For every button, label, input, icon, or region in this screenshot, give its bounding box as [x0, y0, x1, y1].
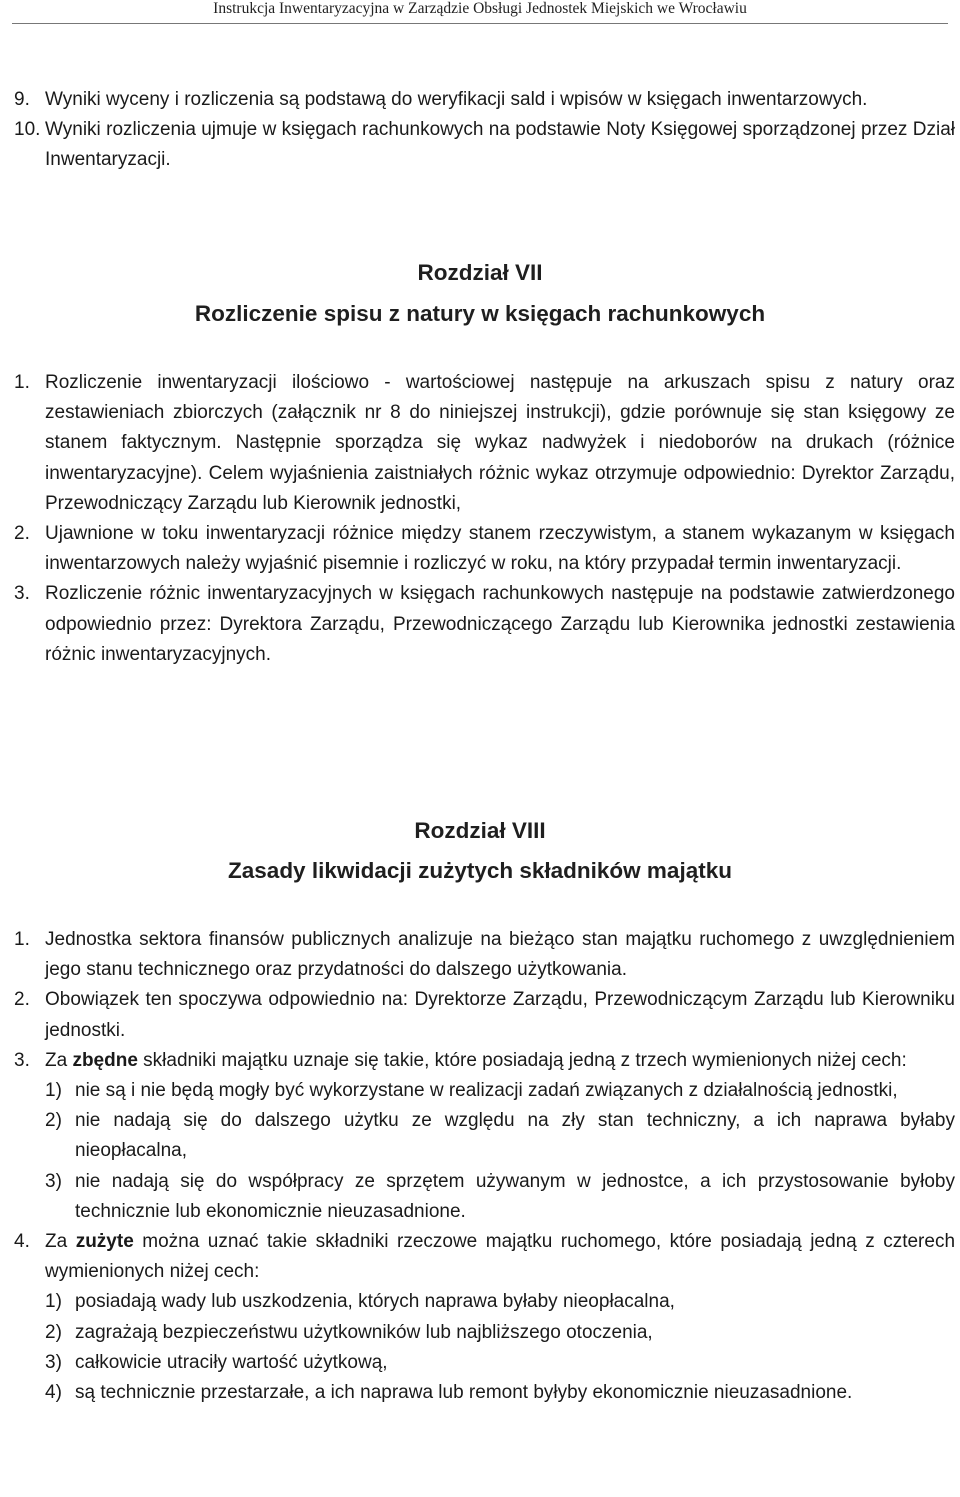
item-text: Wyniki wyceny i rozliczenia są podstawą do weryfikacji sald i wpisów w księgach inwentarzowych. [45, 89, 868, 110]
header-divider [12, 23, 948, 24]
sub-item-text: posiadają wady lub uszkodzenia, których naprawa byłaby nieopłacalna, [75, 1291, 675, 1313]
item-text: Ujawnione w toku inwentaryzacji różnice między stanem rzeczywistym, a stanem wykazanym w księgach inwentarzowych należy wyjaśnić pisemnie i rozliczyć w roku, na który przypadał termin inwentaryzacji. [45, 523, 955, 575]
running-header [0, 0, 960, 24]
chapter-label: Rozdział VII [417, 260, 543, 285]
list-item [14, 368, 955, 519]
sub-item-text: całkowicie utraciły wartość użytkową, [75, 1351, 388, 1373]
sub-list-item [45, 1287, 955, 1317]
item-text: Jednostka sektora finansów publicznych analizuje na bieżąco stan majątku ruchomego z uwzględnieniem jego stanu technicznego oraz przydatności do dalszego użytkowania. [45, 929, 955, 981]
item-text-suffix: składniki majątku uznaje się takie, które posiadają jedną z trzech wymienionych niżej cech: [137, 1049, 907, 1071]
sub-item-number: 2) [45, 1110, 62, 1132]
list-item [14, 579, 955, 670]
item-number: 1. [14, 929, 30, 950]
sub-list-item [45, 1378, 955, 1408]
list-item [14, 925, 955, 985]
sub-list-item [45, 1106, 955, 1166]
item-text-prefix: Za [45, 1049, 73, 1071]
item-text: Rozliczenie różnic inwentaryzacyjnych w księgach rachunkowych następuje na podstawie zatwierdzonego odpowiednio przez: Dyrektora Zarządu, Przewodniczącego Zarządu lub Kierownika jednostki zestawienia różnic inwentaryzacyjnych. [45, 583, 955, 665]
chapter8-items [14, 925, 955, 1408]
chapter-title: Rozliczenie spisu z natury w księgach rachunkowych [194, 301, 766, 326]
item-text: Wyniki rozliczenia ujmuje w księgach rachunkowych na podstawie Noty Księgowej sporządzonej przez Dział Inwentaryzacji. [45, 119, 955, 171]
sub-item-text: nie nadają się do dalszego użytku ze względu na zły stan techniczny, a ich naprawa byłaby nieopłacalna, [75, 1110, 955, 1162]
sub-item-number: 1) [45, 1080, 62, 1102]
item-number: 2. [14, 523, 30, 545]
item-number: 4. [14, 1231, 30, 1253]
chapter7-items [14, 368, 955, 670]
list-item [14, 519, 955, 579]
sub-item-number: 2) [45, 1321, 62, 1343]
item-number: 1. [14, 372, 30, 393]
list-item [14, 115, 955, 175]
header-title: Instrukcja Inwentaryzacyjna w Zarządzie Obsługi Jednostek Miejskich we Wrocławiu [213, 0, 747, 17]
sub-item-number: 1) [45, 1291, 62, 1313]
sub-item-text: są technicznie przestarzałe, a ich naprawa lub remont byłyby ekonomicznie nieuzasadnione. [75, 1382, 853, 1404]
top-items [14, 85, 955, 176]
sub-item-text: zagrażają bezpieczeństwu użytkowników lub najbliższego otoczenia, [75, 1321, 653, 1343]
sub-item-number: 4) [45, 1382, 62, 1404]
item-number: 3. [14, 1049, 30, 1071]
item-number: 9. [14, 89, 30, 110]
item-text: Obowiązek ten spoczywa odpowiednio na: Dyrektorze Zarządu, Przewodniczącym Zarządu lub Kierowniku jednostki. [45, 989, 955, 1041]
list-item [14, 85, 955, 115]
item-text: Rozliczenie inwentaryzacji ilościowo - wartościowej następuje na arkuszach spisu z natury oraz zestawieniach zbiorczych (załącznik nr 8 do niniejszej instrukcji), gdzie porównuje się stan księgowy ze stanem faktycznym. Następnie sporządza się wykaz nadwyżek i niedoborów na drukach (różnice inwentaryzacyjne). Celem wyjaśnienia zaistniałych różnic wykaz otrzymuje odpowiednio: Dyrektor Zarządu, Przewodniczący Zarządu lub Kierownik jednostki, [45, 372, 955, 514]
sub-list-item [45, 1167, 955, 1227]
sub-item-text: nie są i nie będą mogły być wykorzystane w realizacji zadań związanych z działalnością jednostki, [75, 1080, 898, 1102]
item-number: 10. [14, 119, 41, 141]
item-text-bold: zużyte [75, 1231, 134, 1253]
item-text-bold: zbędne [72, 1049, 138, 1071]
sub-item-number: 3) [45, 1170, 62, 1192]
item-number: 3. [14, 583, 30, 605]
list-item [14, 985, 955, 1045]
list-item [14, 1046, 955, 1076]
item-text-prefix: Za [45, 1231, 76, 1253]
chapter-label: Rozdział VIII [414, 818, 546, 843]
list-item [14, 1227, 955, 1287]
sub-list-item [45, 1348, 955, 1378]
sub-list-item [45, 1076, 955, 1106]
chapter-title: Zasady likwidacji zużytych składników majątku [228, 858, 732, 883]
sub-list-item [45, 1318, 955, 1348]
item-text-suffix: można uznać takie składniki rzeczowe majątku ruchomego, które posiadają jedną z czterech wymienionych niżej cech: [45, 1231, 956, 1283]
sub-item-text: nie nadają się do współpracy ze sprzętem używanym w jednostce, a ich przystosowanie byłoby technicznie lub ekonomicznie nieuzasadnione. [75, 1170, 955, 1222]
item-number: 2. [14, 989, 30, 1011]
sub-item-number: 3) [45, 1351, 62, 1373]
